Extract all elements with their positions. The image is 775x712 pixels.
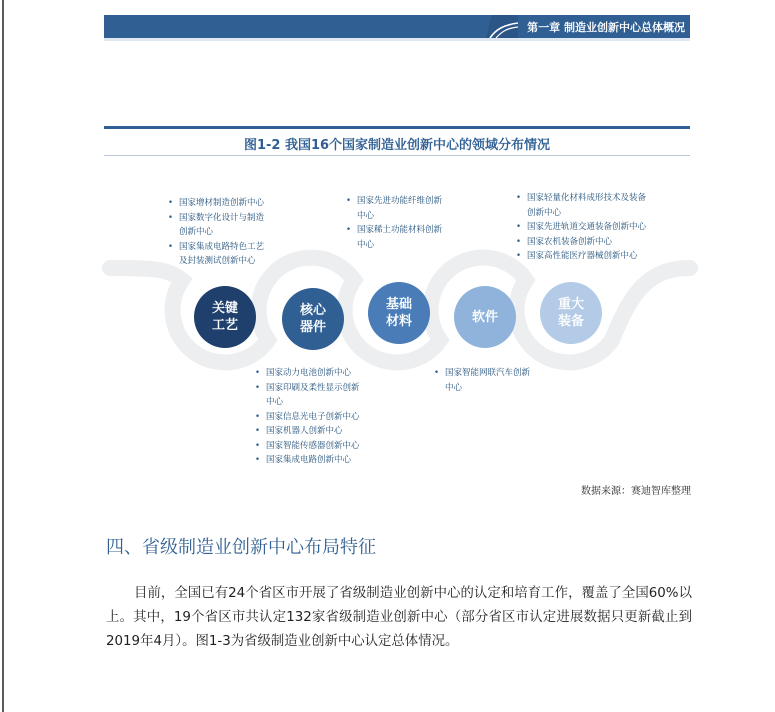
category-label: 装备	[557, 314, 584, 329]
list-item: • 国家农机装备创新中心	[516, 235, 676, 250]
category-basic-materials	[368, 282, 430, 344]
category-label: 材料	[385, 314, 412, 329]
list-item: 创新中心	[527, 207, 562, 218]
list-item: • 国家先进功能纤维创新	[346, 194, 466, 209]
list-item: • 国家轻量化材料成形技术及装备	[516, 191, 676, 206]
category-label: 核心	[299, 303, 326, 318]
list-item: 中心	[445, 382, 463, 393]
list-item: • 国家机器人创新中心	[255, 424, 385, 439]
category-label: 关键	[211, 301, 238, 316]
category-label: 基础	[385, 297, 412, 312]
figure-source: 数据来源：赛迪智库整理	[581, 486, 691, 497]
list-item: 中心	[357, 239, 375, 250]
category-label: 器件	[299, 320, 326, 335]
category-label: 软件	[471, 309, 498, 325]
core-devices-list	[255, 366, 385, 468]
category-label: 重大	[557, 297, 584, 312]
list-item: • 国家信息光电子创新中心	[255, 410, 385, 425]
list-item: • 国家稀土功能材料创新	[346, 223, 466, 238]
list-item: • 国家增材制造创新中心	[168, 196, 288, 211]
category-software	[454, 286, 516, 348]
body-paragraph: 目前，全国已有24个省区市开展了省级制造业创新中心的认定和培育工作，覆盖了全国60%以上。其中，19个省区市共认定132家省级制造业创新中心（部分省区市认定进展数据只更新截止到2019年4月）。图1-3为省级制造业创新中心认定总体情况。	[106, 586, 692, 649]
list-item: • 国家数字化设计与制造	[168, 211, 288, 226]
list-item: • 国家高性能医疗器械创新中心	[516, 249, 676, 264]
section-heading: 四、省级制造业创新中心布局特征	[106, 537, 376, 558]
list-item: • 国家集成电路创新中心	[255, 453, 385, 468]
software-list	[434, 366, 554, 395]
figure-title: 图1-2 我国16个国家制造业创新中心的领域分布情况	[243, 138, 551, 153]
list-item: • 国家动力电池创新中心	[255, 366, 385, 381]
list-item: • 国家印刷及柔性显示创新	[255, 381, 385, 396]
list-item: • 国家先进轨道交通装备创新中心	[516, 220, 676, 235]
list-item: 创新中心	[179, 227, 214, 237]
list-item: • 国家智能传感器创新中心	[255, 439, 385, 454]
chapter-title: 第一章 制造业创新中心总体概况	[527, 21, 685, 34]
category-label: 工艺	[211, 318, 238, 333]
category-key-process	[194, 286, 256, 348]
list-item: • 国家集成电路特色工艺	[168, 240, 288, 255]
category-core-devices	[282, 288, 344, 350]
list-item: 及封装测试创新中心	[179, 256, 256, 266]
category-major-equipment	[540, 282, 602, 344]
list-item: • 国家智能网联汽车创新	[434, 366, 554, 381]
list-item: 中心	[266, 397, 284, 407]
list-item: 中心	[357, 210, 375, 221]
